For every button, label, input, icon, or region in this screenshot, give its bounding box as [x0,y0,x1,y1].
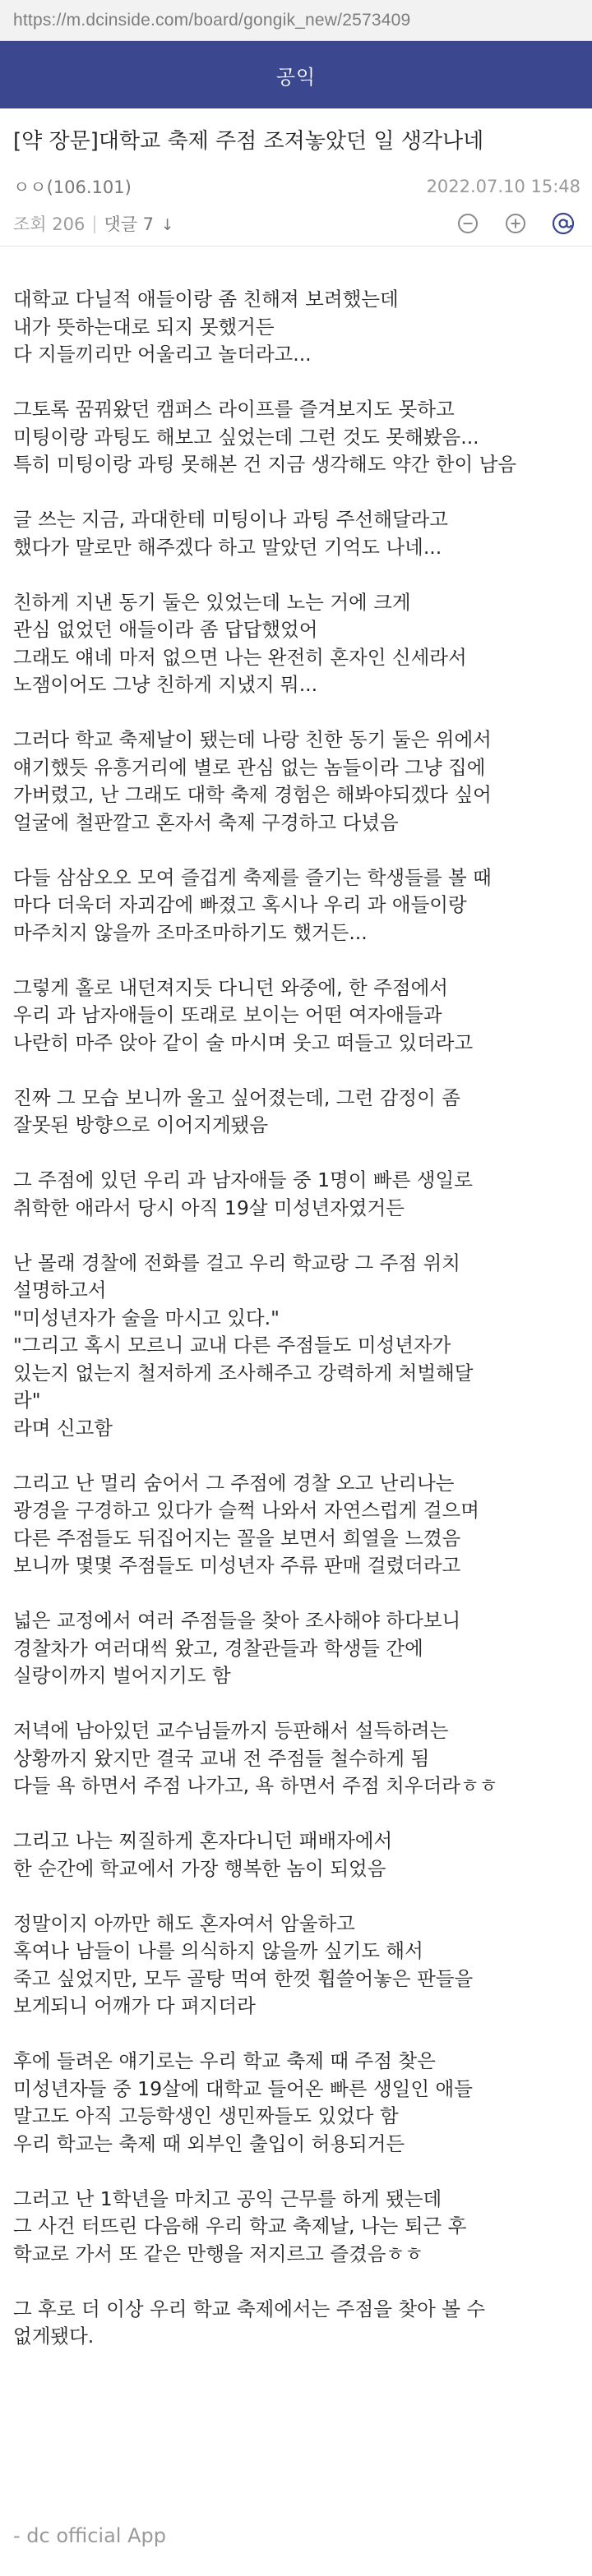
comment-count-link[interactable] [104,211,173,236]
board-title[interactable]: 공익 [275,65,317,89]
post-paragraph: 그 주점에 있던 우리 과 남자애들 중 1명이 빠른 생일로 취학한 애라서 당시 아직 19살 미성년자였거든 [13,1168,473,1219]
zoom-in-icon[interactable] [503,211,528,236]
url-text: https://m.dcinside.com/board/gongik_new/2573409 [13,10,411,30]
post-paragraph: 글 쓰는 지금, 과대한테 미팅이나 과팅 주선해달라고 했다가 말로만 해주겠다 하고 말았던 기억도 나네... [13,508,449,559]
post-paragraph: 그러다 학교 축제날이 됐는데 나랑 친한 동기 둘은 위에서 얘기했듯 유흥거리에 별로 관심 없는 놈들이라 그냥 집에 가버렸고, 난 그래도 대학 축제 경험은 해봐야되겠다 싶어 얼굴에 철판깔고 혼자서 축제 구경하고 다녔음 [13,728,492,834]
comment-count: 댓글 7 [104,214,155,234]
post-date: 2022.07.10 15:48 [426,177,580,196]
address-bar[interactable] [0,0,592,41]
post-paragraph: 진짜 그 모습 보니까 울고 싶어졌는데, 그런 감정이 좀 잘못된 방향으로 이어지게됐음 [13,1085,460,1136]
post-stats [13,211,174,236]
post-paragraph: 후에 들려온 얘기로는 우리 학교 축제 때 주점 찾은 미성년자들 중 19살에 대학교 들어온 빠른 생일인 애들 말고도 아직 고등학생인 생민짜들도 있었다 함 우리 학교는 축제 때 외부인 출입이 허용되거든 [13,2049,473,2155]
zoom-out-icon[interactable] [456,211,480,236]
post-paragraph: 다들 삼삼오오 모여 즐겁게 축제를 즐기는 학생들를 볼 때 마다 더욱더 자괴감에 빠졌고 혹시나 우리 과 애들이랑 마주치지 않을까 조마조마하기도 했거든... [13,865,492,944]
post-body [13,286,584,2351]
post-paragraph: 저녁에 남아있던 교수님들까지 등판해서 설득하려는 상황까지 왔지만 결국 교내 전 주점들 철수하게 됨 다들 욕 하면서 주점 나가고, 욕 하면서 주점 치우더라ㅎㅎ [13,1719,498,1797]
post-paragraph: 정말이지 아까만 해도 혼자여서 암울하고 혹여나 남들이 나를 의식하지 않을까 싶기도 해서 죽고 싶었지만, 모두 골탕 먹여 한껏 휩쓸어놓은 판들을 보게되니 어깨가 다 펴지더라 [13,1911,474,2017]
mention-icon[interactable] [551,211,576,236]
post-paragraph: 대학교 다닐적 애들이랑 좀 친해져 보려했는데 내가 뜻하는대로 되지 못했거든 다 지들끼리만 어울리고 놀더라고... [13,288,399,366]
post-paragraph: 그 후로 더 이상 우리 학교 축제에서는 주점을 찾아 볼 수 없게됐다. [13,2297,486,2348]
post-paragraph: 넓은 교정에서 여러 주점들을 찾아 조사해야 하다보니 경찰차가 여러대씩 왔고, 경찰관들과 학생들 간에 실랑이까지 벌어지기도 함 [13,1609,461,1687]
post-title: [약 장문]대학교 축제 주점 조져놓았던 일 생각나네 [13,129,484,154]
post-paragraph: 그리고 나는 찌질하게 혼자다니던 패배자에서 한 순간에 학교에서 가장 행복한 놈이 되었음 [13,1829,393,1880]
post-paragraph: 그러고 난 1학년을 마치고 공익 근무를 하게 됐는데 그 사건 터뜨린 다음해 우리 학교 축제날, 나는 퇴근 후 학교로 가서 또 같은 만행을 저지르고 즐겼음ㅎㅎ [13,2187,467,2265]
post-paragraph: 난 몰래 경찰에 전화를 걸고 우리 학교랑 그 주점 위치 설명하고서 "미성년자가 술을 마시고 있다." "그리고 혹시 모르니 교내 다른 주점들도 미성년자가 있는지 없는지 철저하게 조사해주고 강력하게 처벌해달 라" 라며 신고함 [13,1251,474,1440]
post-author[interactable]: ㅇㅇ(106.101) [13,177,132,197]
post-paragraph: 그리고 난 멀리 숨어서 그 주점에 경찰 오고 난리나는 광경을 구경하고 있다가 슬쩍 나와서 자연스럽게 걸으며 다른 주점들도 뒤집어지는 꼴을 보면서 희열을 느꼈음 보니까 몇몇 주점들도 미성년자 주류 판매 걸렸더라고 [13,1471,479,1577]
board-header [0,41,592,108]
app-signature: - dc official App [13,2524,166,2547]
stats-divider: | [91,214,98,233]
view-count: 조회 206 [13,214,86,234]
post-actions [456,211,580,236]
post-stats-row [13,209,580,238]
post-header [0,108,592,247]
post-paragraph: 친하게 지낸 동기 둘은 있었는데 노는 거에 크게 관심 없었던 애들이라 좀 답답했었어 그래도 얘네 마저 없으면 나는 완전히 혼자인 신세라서 노잼이어도 그냥 친하게 지냈지 뭐... [13,590,467,696]
post-paragraph: 그토록 꿈꿔왔던 캠퍼스 라이프를 즐겨보지도 못하고 미팅이랑 과팅도 해보고 싶었는데 그런 것도 못해봤음... 특히 미팅이랑 과팅 못해본 건 지금 생각해도 약간 한이 남음 [13,398,517,476]
post-meta [13,173,580,200]
arrow-down-icon: ↓ [160,216,174,234]
post-paragraph: 그렇게 홀로 내던져지듯 다니던 와중에, 한 주점에서 우리 과 남자애들이 또래로 보이는 어떤 여자애들과 나란히 마주 앉아 같이 술 마시며 웃고 떠들고 있더라고 [13,975,474,1054]
